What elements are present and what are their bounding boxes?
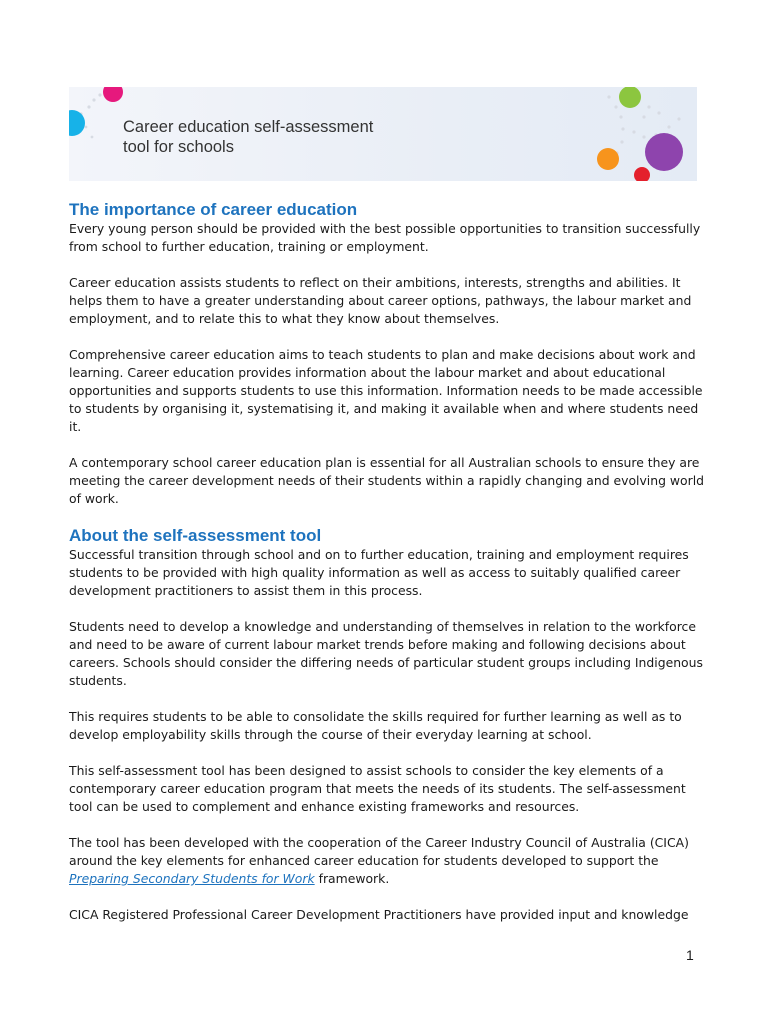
paragraph-with-link (69, 834, 709, 888)
section-heading-about-tool: About the self-assessment tool (69, 526, 322, 545)
green-circle (619, 87, 641, 108)
framework-link[interactable]: Preparing Secondary Students for Work (69, 871, 315, 886)
paragraph-text: framework. (314, 871, 390, 886)
paragraph-text: The tool has been developed with the cooperation of the Career Industry Council of Australia (CICA) around the key elements for enhanced career education for students developed to support the (69, 835, 689, 868)
magenta-circle (103, 87, 123, 102)
red-circle (634, 167, 650, 181)
header-banner (69, 87, 697, 181)
page-number: 1 (686, 947, 694, 963)
document-body (69, 200, 709, 942)
paragraph: CICA Registered Professional Career Development Practitioners have provided input and knowledge (69, 907, 689, 922)
section-heading-importance: The importance of career education (69, 200, 358, 219)
purple-circle (645, 133, 683, 171)
paragraph: Every young person should be provided with the best possible opportunities to transition successfully from school to further education, training or employment. (69, 221, 701, 254)
paragraph: Students need to develop a knowledge and understanding of themselves in relation to the workforce and need to be aware of current labour market trends before making and following decisions about careers. Schools should consider the differing needs of particular student groups including Indigenous students. (69, 619, 703, 688)
paragraph: Comprehensive career education aims to teach students to plan and make decisions about work and learning. Career education provides information about the labour market and about educational opportunities and supports students to use this information. Information needs to be made accessible to students by organising it, systematising it, and making it available when and where students need it. (69, 347, 703, 434)
paragraph: A contemporary school career education plan is essential for all Australian schools to ensure they are meeting the career development needs of their students within a rapidly changing and evolving world of work. (69, 455, 705, 506)
orange-circle (597, 148, 619, 170)
paragraph: Successful transition through school and on to further education, training and employment requires students to be provided with high quality information as well as access to suitably qualified career development practitioners to assist them in this process. (69, 547, 689, 598)
paragraph: This self-assessment tool has been designed to assist schools to consider the key elements of a contemporary career education program that meets the needs of its students. The self-assessment tool can be used to complement and enhance existing frameworks and resources. (69, 763, 686, 814)
banner-title: Career education self-assessment tool for schools (123, 118, 374, 156)
cyan-circle (69, 110, 85, 136)
paragraph: This requires students to be able to consolidate the skills required for further learning as well as to develop employability skills through the course of their everyday learning at school. (69, 709, 682, 742)
paragraph: Career education assists students to reflect on their ambitions, interests, strengths and abilities. It helps them to have a greater understanding about career options, pathways, the labour market and employment, and to relate this to what they know about themselves. (69, 275, 692, 326)
